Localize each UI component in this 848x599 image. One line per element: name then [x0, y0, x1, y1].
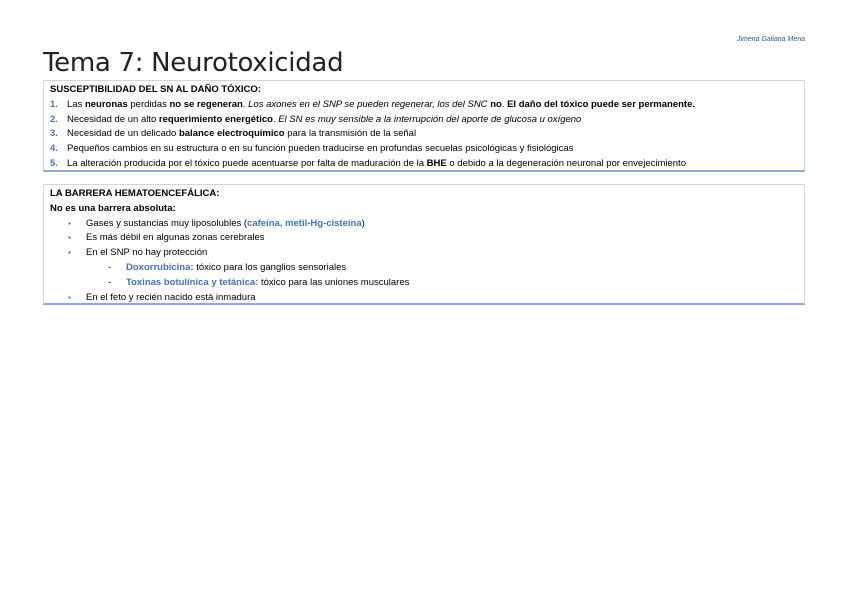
item-text: En el feto y recién nacido está inmadura	[86, 291, 256, 303]
list-item	[50, 113, 798, 128]
page-title: Tema 7: Neurotoxicidad	[43, 48, 344, 78]
item-italic: Los axones en el SNP se pueden regenerar, los del SNC	[248, 98, 491, 110]
list-number: 1.	[50, 98, 58, 110]
item-text: )	[361, 217, 365, 229]
dash-marker: -	[108, 261, 112, 273]
item-text: o debido a la degeneración neuronal por envejecimiento	[446, 157, 686, 169]
bbb-box	[43, 184, 805, 305]
item-text: tóxico para los ganglios sensoriales	[193, 261, 347, 273]
item-text: tóxico para las uniones musculares	[258, 276, 410, 288]
item-bold: neuronas	[84, 98, 128, 110]
list-number: 2.	[50, 113, 58, 125]
item-bold: no	[490, 98, 502, 110]
section-subheading: No es una barrera absoluta:	[50, 202, 176, 214]
dash-item	[50, 276, 798, 291]
item-text: Gases y sustancias muy liposolubles (	[86, 217, 248, 229]
bullet-item	[50, 231, 798, 246]
list-item	[50, 98, 798, 113]
item-text: para la transmisión de la señal	[284, 128, 417, 140]
item-bold: El daño del tóxico puede ser permanente.	[507, 98, 696, 110]
author-name: Jimena Galiana Mena	[736, 36, 805, 43]
square-bullet-icon: ▪	[68, 233, 71, 243]
bullet-item	[50, 217, 798, 232]
bullet-item	[50, 246, 798, 261]
item-text: Las	[67, 98, 85, 110]
section-heading: LA BARRERA HEMATOENCEFÁLICA:	[50, 188, 220, 199]
list-number: 4.	[50, 143, 58, 155]
item-highlight: cafeína, metil-Hg-cisteína	[247, 217, 362, 229]
item-highlight: Doxorrubicina:	[126, 261, 194, 273]
item-text: .	[501, 98, 508, 110]
item-text: Es más débil en algunas zonas cerebrales	[86, 232, 265, 244]
square-bullet-icon: ▪	[68, 218, 71, 228]
item-italic: El SN es muy sensible a la interrupción del aporte de glucosa u oxígeno	[278, 113, 582, 125]
item-bold: BHE	[426, 157, 447, 169]
dash-item	[50, 261, 798, 276]
item-text: En el SNP no hay protección	[86, 247, 208, 259]
list-number: 3.	[50, 128, 58, 140]
item-text: perdidas	[127, 98, 170, 110]
item-bold: requerimiento energético	[158, 113, 273, 125]
item-text: La alteración producida por el tóxico puede acentuarse por falta de maduración de la	[67, 157, 427, 169]
list-item	[50, 142, 798, 157]
section-heading: SUSCEPTIBILIDAD DEL SN AL DAÑO TÓXICO:	[50, 84, 261, 95]
item-text: .	[242, 98, 249, 110]
item-text: Necesidad de un delicado	[67, 128, 179, 140]
square-bullet-icon: ▪	[68, 248, 71, 258]
item-text: Necesidad de un alto	[67, 113, 159, 125]
item-bold: balance electroquímico	[178, 128, 285, 140]
list-number: 5.	[50, 157, 58, 169]
item-text: .	[272, 113, 279, 125]
list-item	[50, 157, 798, 172]
item-highlight: Toxinas botulínica y tetánica:	[126, 276, 259, 288]
bullet-item	[50, 291, 798, 306]
dash-marker: -	[108, 276, 112, 288]
item-text: Pequeños cambios en su estructura o en su función pueden traducirse en profundas secuelas psicológicas y fisiológicas	[67, 143, 574, 155]
item-bold: no se regeneran	[169, 98, 243, 110]
susceptibility-box	[43, 80, 805, 172]
square-bullet-icon: ▪	[68, 292, 71, 302]
list-item	[50, 127, 798, 142]
